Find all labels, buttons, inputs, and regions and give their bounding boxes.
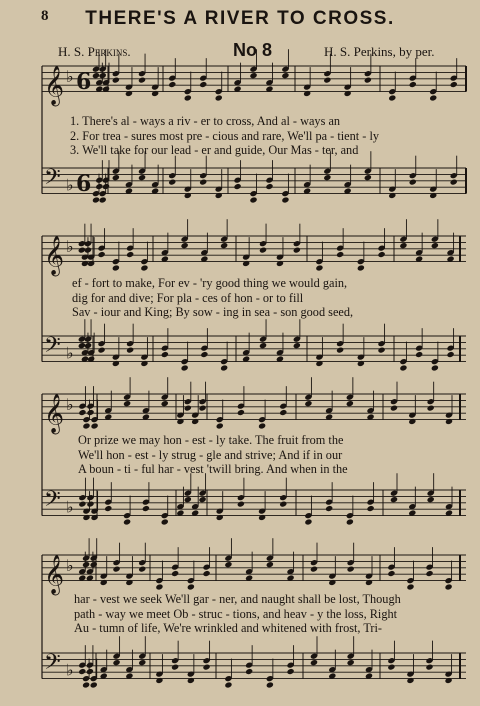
note-head	[323, 174, 331, 181]
flat-icon: ♭	[66, 175, 74, 195]
composer-credit-left: H. S. Perkins.	[58, 44, 131, 59]
note-head	[216, 514, 224, 521]
note-head	[168, 179, 176, 186]
note-head	[184, 405, 192, 412]
note-head	[310, 659, 318, 666]
note-head	[191, 418, 199, 425]
note-head	[344, 90, 352, 97]
note-head	[364, 174, 372, 181]
time-signature-icon: 6	[76, 171, 92, 198]
note-head	[82, 681, 90, 688]
note-head	[409, 179, 417, 186]
note-head	[450, 179, 458, 186]
note-head	[266, 681, 274, 688]
bass-clef-icon: 𝄢	[44, 165, 61, 196]
note-head	[98, 251, 106, 258]
note-head	[90, 561, 98, 568]
verse-line: path - way we meet Ob - struc - tions, and heav - y the loss, Right	[74, 606, 398, 621]
note-head	[102, 183, 110, 190]
note-head	[138, 77, 146, 84]
note-head	[303, 90, 311, 97]
note-head	[224, 561, 232, 568]
note-head	[237, 409, 245, 416]
note-head	[176, 418, 184, 425]
note-head	[95, 183, 103, 190]
note-head	[234, 183, 242, 190]
note-head	[429, 94, 437, 101]
note-head	[293, 247, 301, 254]
note-head	[427, 405, 435, 412]
lyrics-system-3	[78, 433, 348, 477]
note-head	[100, 579, 108, 586]
note-head	[237, 501, 245, 508]
note-head	[346, 518, 354, 525]
note-head	[126, 251, 134, 258]
verse-line: 1. There's al - ways a riv - er to cross, And al - ways an	[70, 114, 341, 128]
note-head	[112, 174, 120, 181]
hymn-number: No 8	[233, 40, 273, 60]
note-head	[399, 364, 407, 371]
verse-line: ef - fort to make, For ev - 'ry good thing we would gain,	[72, 276, 348, 290]
note-head	[140, 360, 148, 367]
note-head	[347, 659, 355, 666]
note-head	[113, 566, 121, 573]
note-head	[98, 347, 106, 354]
note-head	[364, 77, 372, 84]
time-signature-icon: 6	[76, 69, 92, 96]
note-head	[336, 251, 344, 258]
note-head	[199, 496, 207, 503]
lyrics-system-1	[70, 114, 379, 158]
verse-line: 3. We'll take for our lead - er and guide, Our Mas - ter, and	[70, 143, 359, 157]
note-head	[387, 570, 395, 577]
flat-icon: ♭	[66, 237, 74, 256]
note-head	[387, 664, 395, 671]
note-head	[82, 514, 90, 521]
verse-line: Au - tumn of life, We're wrinkled and whitened with frost, Tri-	[74, 621, 383, 635]
note-head	[399, 242, 407, 249]
note-head	[171, 664, 179, 671]
note-head	[279, 501, 287, 508]
note-head	[347, 566, 355, 573]
note-head	[266, 561, 274, 568]
note-head	[357, 360, 365, 367]
note-head	[328, 579, 336, 586]
note-head	[203, 664, 211, 671]
note-head	[86, 501, 94, 508]
note-head	[447, 351, 455, 358]
lyrics-system-2	[72, 276, 353, 320]
note-head	[81, 260, 89, 267]
note-head	[445, 418, 453, 425]
note-head	[427, 496, 435, 503]
note-head	[91, 422, 99, 429]
note-head	[78, 342, 86, 349]
note-head	[409, 81, 417, 88]
note-head	[245, 668, 253, 675]
verse-line: har - vest we seek We'll gar - ner, and naught shall be lost, Though	[74, 592, 401, 606]
note-head	[220, 242, 228, 249]
hymn-title: THERE'S A RIVER TO CROSS.	[85, 8, 395, 29]
note-head	[336, 347, 344, 354]
note-head	[390, 496, 398, 503]
note-head	[325, 505, 333, 512]
treble-clef-icon: 𝄞	[44, 65, 65, 106]
note-head	[123, 518, 131, 525]
verse-line: Or prize we may hon - est - ly take. The fruit from the	[78, 433, 344, 447]
note-head	[249, 72, 257, 79]
note-head	[199, 179, 207, 186]
note-head	[249, 196, 257, 203]
note-head	[78, 247, 86, 254]
note-head	[187, 677, 195, 684]
note-head	[304, 400, 312, 407]
note-head	[92, 72, 100, 79]
note-head	[123, 400, 131, 407]
note-head	[142, 505, 150, 512]
note-head	[408, 418, 416, 425]
note-head	[445, 677, 453, 684]
note-head	[450, 81, 458, 88]
note-head	[378, 347, 386, 354]
flat-icon: ♭	[66, 497, 74, 517]
note-head	[181, 364, 189, 371]
treble-clef-icon: 𝄞	[44, 235, 65, 276]
note-head	[92, 196, 100, 203]
note-head	[304, 518, 312, 525]
verse-line: Sav - iour and King; By sow - ing in sea - son good seed,	[72, 305, 354, 319]
note-head	[315, 360, 323, 367]
note-head	[445, 583, 453, 590]
note-head	[367, 505, 375, 512]
note-head	[388, 94, 396, 101]
note-head	[187, 583, 195, 590]
note-head	[113, 659, 121, 666]
note-head	[429, 192, 437, 199]
note-head	[259, 247, 267, 254]
flat-icon: ♭	[66, 395, 74, 414]
note-head	[104, 505, 112, 512]
flat-icon: ♭	[66, 67, 74, 86]
note-head	[431, 364, 439, 371]
note-head	[78, 409, 86, 416]
verse-line: A boun - ti - ful har - vest 'twill bring. And when in the	[78, 462, 348, 476]
note-head	[125, 579, 133, 586]
lyrics-system-4	[74, 592, 401, 636]
note-head	[281, 196, 289, 203]
note-head	[82, 561, 90, 568]
treble-clef-icon: 𝄞	[44, 554, 65, 595]
note-head	[99, 196, 107, 203]
note-head	[215, 94, 223, 101]
note-head	[138, 659, 146, 666]
bass-clef-icon: 𝄢	[44, 333, 61, 364]
note-head	[161, 351, 169, 358]
note-head	[184, 94, 192, 101]
note-head	[425, 664, 433, 671]
flat-icon: ♭	[66, 343, 74, 363]
note-head	[126, 347, 134, 354]
note-head	[315, 264, 323, 271]
note-head	[78, 668, 86, 675]
flat-icon: ♭	[66, 660, 74, 680]
note-head	[323, 77, 331, 84]
note-head	[224, 681, 232, 688]
note-head	[258, 514, 266, 521]
note-head	[265, 183, 273, 190]
note-head	[86, 409, 94, 416]
note-head	[125, 90, 133, 97]
note-head	[199, 405, 207, 412]
note-head	[84, 247, 92, 254]
note-head	[171, 570, 179, 577]
note-head	[155, 583, 163, 590]
note-head	[310, 566, 318, 573]
note-head	[281, 72, 289, 79]
treble-clef-icon: 𝄞	[44, 393, 65, 434]
note-head	[242, 260, 250, 267]
note-head	[365, 579, 373, 586]
note-head	[82, 422, 90, 429]
note-head	[388, 192, 396, 199]
note-head	[357, 264, 365, 271]
verse-line: dig for and dive; For pla - ces of hon - or to fill	[72, 290, 304, 305]
note-head	[86, 668, 94, 675]
bass-clef-icon: 𝄢	[44, 487, 61, 518]
note-head	[155, 677, 163, 684]
note-head	[276, 260, 284, 267]
note-head	[161, 400, 169, 407]
note-head	[390, 405, 398, 412]
note-head	[112, 77, 120, 84]
note-head	[138, 174, 146, 181]
note-head	[112, 264, 120, 271]
composer-credit-right: H. S. Perkins, by per.	[324, 44, 435, 59]
note-head	[140, 264, 148, 271]
note-head	[161, 518, 169, 525]
note-head	[200, 351, 208, 358]
note-head	[84, 342, 92, 349]
note-head	[378, 251, 386, 258]
note-head	[184, 192, 192, 199]
note-head	[346, 400, 354, 407]
note-head	[203, 570, 211, 577]
note-head	[215, 192, 223, 199]
note-head	[90, 681, 98, 688]
note-head	[112, 360, 120, 367]
note-head	[151, 90, 159, 97]
note-head	[199, 81, 207, 88]
note-head	[184, 496, 192, 503]
flat-icon: ♭	[66, 556, 74, 575]
note-head	[258, 422, 266, 429]
note-head	[78, 501, 86, 508]
note-head	[425, 570, 433, 577]
note-head	[406, 583, 414, 590]
bass-clef-icon: 𝄢	[44, 650, 61, 681]
note-head	[168, 81, 176, 88]
note-head	[287, 668, 295, 675]
note-head	[181, 242, 189, 249]
note-head	[87, 260, 95, 267]
note-head	[279, 409, 287, 416]
note-head	[431, 242, 439, 249]
page-number: 8	[41, 8, 49, 24]
note-head	[99, 72, 107, 79]
note-head	[220, 364, 228, 371]
verse-line: 2. For trea - sures most pre - cious and rare, We'll pa - tient - ly	[70, 128, 380, 143]
note-head	[406, 677, 414, 684]
note-head	[259, 342, 267, 349]
note-head	[293, 342, 301, 349]
verse-line: We'll hon - est - ly strug - gle and strive; And if in our	[78, 447, 343, 462]
note-head	[138, 566, 146, 573]
note-head	[415, 351, 423, 358]
note-head	[216, 422, 224, 429]
